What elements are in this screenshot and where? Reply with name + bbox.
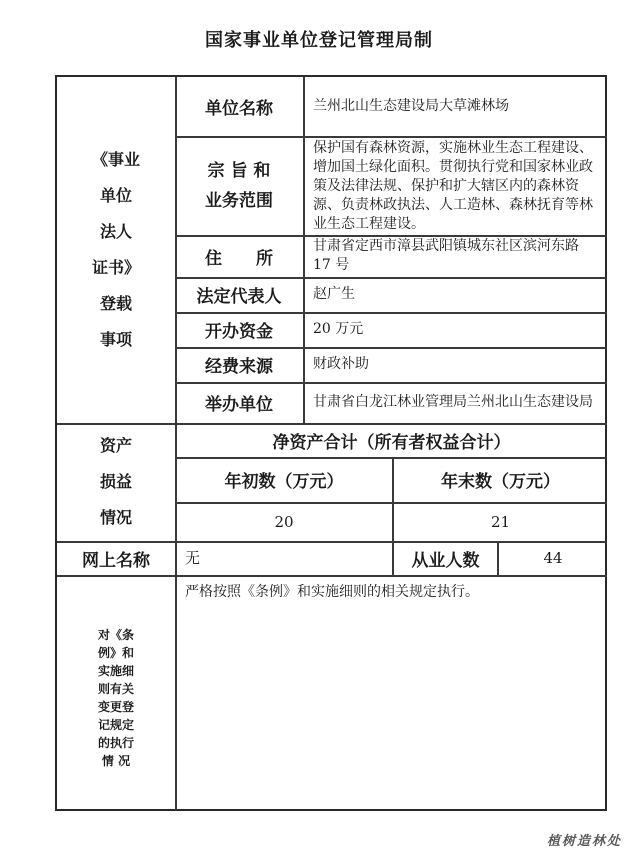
capital-label: 开办资金 — [205, 322, 273, 342]
legal-rep-value: 赵广生 — [313, 286, 355, 302]
legal-rep-label: 法定代表人 — [196, 287, 282, 307]
document-title: 国家事业单位登记管理局制 — [205, 30, 433, 51]
watermark-stamp: 植树造林处 — [546, 834, 622, 849]
online-name-label: 网上名称 — [82, 550, 150, 571]
funding-value: 财政补助 — [313, 356, 369, 372]
unit-name-value: 兰州北山生态建设局大草滩林场 — [313, 98, 509, 114]
registration-side-label: 《事业 单位 法人 证书》 登载 事项 — [91, 150, 140, 349]
sponsor-value: 甘肃省白龙江林业管理局兰州北山生态建设局 — [313, 394, 593, 410]
net-assets-header: 净资产合计（所有者权益合计） — [272, 432, 511, 453]
rules-side-label: 对《条 例》和 实施细 则有关 变更登 记规定 的执行 情 况 — [97, 628, 134, 768]
staff-count-label: 从业人数 — [411, 550, 480, 571]
purpose-value: 保护国有森林资源，实施林业生态工程建设、增加国土绿化面积。贯彻执行党和国家林业政策及法律法规、保护和扩大辖区内的森林资源、负责林政执法、人工造林、森林抚育等林业生态工程建设。 — [313, 139, 593, 232]
rules-value: 严格按照《条例》和实施细则的相关规定执行。 — [185, 584, 479, 600]
capital-value: 20 万元 — [313, 321, 364, 337]
end-year-value: 21 — [490, 512, 511, 531]
staff-count-value: 44 — [543, 549, 563, 567]
end-year-label: 年末数（万元） — [441, 472, 560, 492]
online-name-value: 无 — [185, 548, 201, 567]
purpose-label: 宗 旨 和 业务范围 — [205, 160, 273, 211]
funding-label: 经费来源 — [205, 357, 273, 377]
assets-side-label: 资产 损益 情况 — [99, 436, 132, 527]
registration-table — [55, 75, 607, 811]
sponsor-label: 举办单位 — [205, 395, 273, 415]
address-label: 住 所 — [205, 248, 273, 269]
address-value: 甘肃省定西市漳县武阳镇城东社区滨河东路 17 号 — [313, 238, 579, 273]
begin-year-value: 20 — [274, 512, 294, 531]
begin-year-label: 年初数（万元） — [224, 472, 344, 492]
unit-name-label: 单位名称 — [205, 99, 273, 119]
